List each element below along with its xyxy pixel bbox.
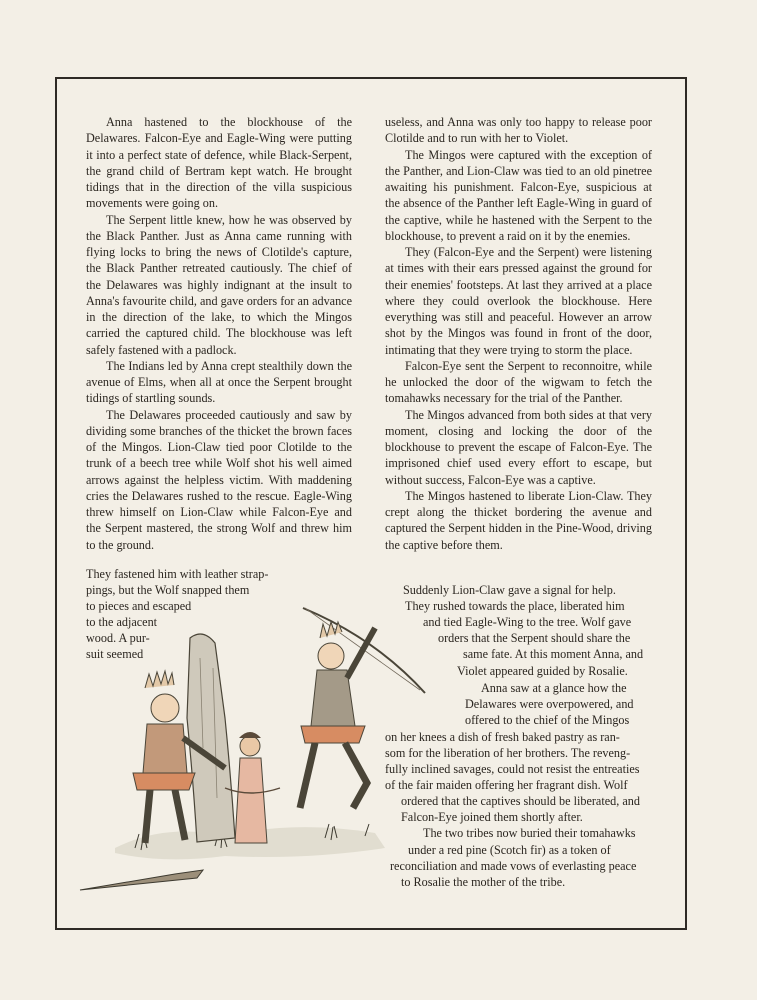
paragraph: useless, and Anna was only too happy to release poor Clotilde and to run with her to Violet. bbox=[385, 115, 652, 146]
text-line: offered to the chief of the Mingos bbox=[465, 713, 630, 727]
tomahawk-drawing bbox=[80, 870, 203, 890]
illustration bbox=[75, 598, 435, 898]
indian-boy-right-drawing bbox=[300, 608, 425, 808]
tree-trunk-drawing bbox=[187, 634, 235, 842]
text-line: They rushed towards the place, liberated him bbox=[405, 599, 625, 613]
text-line: pings, but the Wolf snapped them bbox=[86, 583, 250, 597]
paragraph: Falcon-Eye sent the Serpent to reconnoitre, while he unlocked the door of the wigwam to fetch the tomahawks necessary for the trial of the Panther. bbox=[385, 358, 652, 406]
paragraph: Anna hastened to the blockhouse of the Delawares. Falcon-Eye and Eagle-Wing were putting it into a perfect state of defence, while Black-Serpent, the grand child of Bertram kept watch. He brought tidings that in the direction of the villa suspicious movements were going on. bbox=[86, 115, 352, 211]
text-line: Suddenly Lion-Claw gave a signal for help. bbox=[403, 583, 616, 597]
paragraph: The Delawares proceeded cautiously and saw by dividing some branches of the thicket the brown faces of the Mingos. Lion-Claw tied poor Clotilde to the trunk of a beech tree while Wolf shot his well aimed arrows against the helpless victim. With maddening cries the Delawares rushed to the rescue. Eagle-Wing threw himself on Lion-Claw while Falcon-Eye and the Serpent mastered, the strong Wolf and threw him to the ground. bbox=[86, 407, 352, 552]
text-line: Delawares were overpowered, and bbox=[465, 697, 634, 711]
paragraph: The Mingos were captured with the exception of the Panther, and Lion-Claw was tied to an old pinetree awaiting his punishment. Falcon-Eye, suspicious at the absence of the Panther left Eagle-Wing in guard of the captive, while he hastened with the Serpent to the blockhouse, to prevent a raid on it by the enemies. bbox=[385, 147, 652, 243]
text-line: Anna saw at a glance how the bbox=[481, 681, 627, 695]
text-line: and tied Eagle-Wing to the tree. Wolf gave bbox=[423, 615, 632, 629]
text-line: fully inclined savages, could not resist the entreaties bbox=[385, 762, 640, 776]
text-line: wood. A pur- bbox=[86, 631, 150, 645]
text-line: to the adjacent bbox=[86, 615, 158, 629]
right-column bbox=[385, 114, 652, 553]
paragraph: The Serpent little knew, how he was observed by the Black Panther. Just as Anna came running with flying locks to bring the news of Clotilde's capture, the Black Panther retreated cautiously. The chief of the Delawares was highly indignant at the insult to Anna's favourite child, and gave orders for an advance in the direction of the lake, to which the Mingos carried the captured child. The blockhouse was left safely fastened with a padlock. bbox=[86, 212, 352, 357]
paragraph: The Indians led by Anna crept stealthily down the avenue of Elms, when all at once the Serpent brought tidings of startling sounds. bbox=[86, 358, 352, 406]
text-line: of the fair maiden offering her fragrant dish. Wolf bbox=[385, 778, 628, 792]
text-line: som for the liberation of her brothers. The reveng- bbox=[385, 746, 631, 760]
paragraph: The Mingos advanced from both sides at that very moment, closing and locking the door of the blockhouse to prevent the escape of Falcon-Eye. The imprisoned chief used every effort to escape, but without success, Falcon-Eye was a captive. bbox=[385, 407, 652, 487]
text-line: Falcon-Eye joined them shortly after. bbox=[401, 810, 583, 824]
text-line: under a red pine (Scotch fir) as a token of bbox=[408, 843, 611, 857]
text-line: to Rosalie the mother of the tribe. bbox=[401, 875, 566, 889]
text-line: reconciliation and made vows of everlasting peace bbox=[390, 859, 637, 873]
text-line: orders that the Serpent should share the bbox=[438, 631, 631, 645]
paragraph: They (Falcon-Eye and the Serpent) were listening at times with their ears pressed against the ground for their enemies' footsteps. At last they arrived at a place where they could overlook the blockhouse. Here everything was still and peaceful. However an arrow shot by the Mingos was found in front of the door, intimating that they were trying to storm the place. bbox=[385, 245, 652, 357]
text-line: to pieces and escaped bbox=[86, 599, 192, 613]
text-line: same fate. At this moment Anna, and bbox=[463, 647, 644, 661]
text-line: on her knees a dish of fresh baked pastry as ran- bbox=[385, 730, 620, 744]
text-line: suit seemed bbox=[86, 647, 144, 661]
text-line: The two tribes now buried their tomahawks bbox=[423, 826, 636, 840]
paragraph: The Mingos hastened to liberate Lion-Claw. They crept along the thicket bordering the avenue and captured the Serpent hidden in the Pine-Wood, driving the captive before them. bbox=[385, 488, 652, 552]
left-column bbox=[86, 114, 352, 553]
text-line: ordered that the captives should be liberated, and bbox=[401, 794, 640, 808]
text-line: Violet appeared guided by Rosalie. bbox=[457, 664, 628, 678]
text-line: They fastened him with leather strap- bbox=[86, 567, 269, 581]
